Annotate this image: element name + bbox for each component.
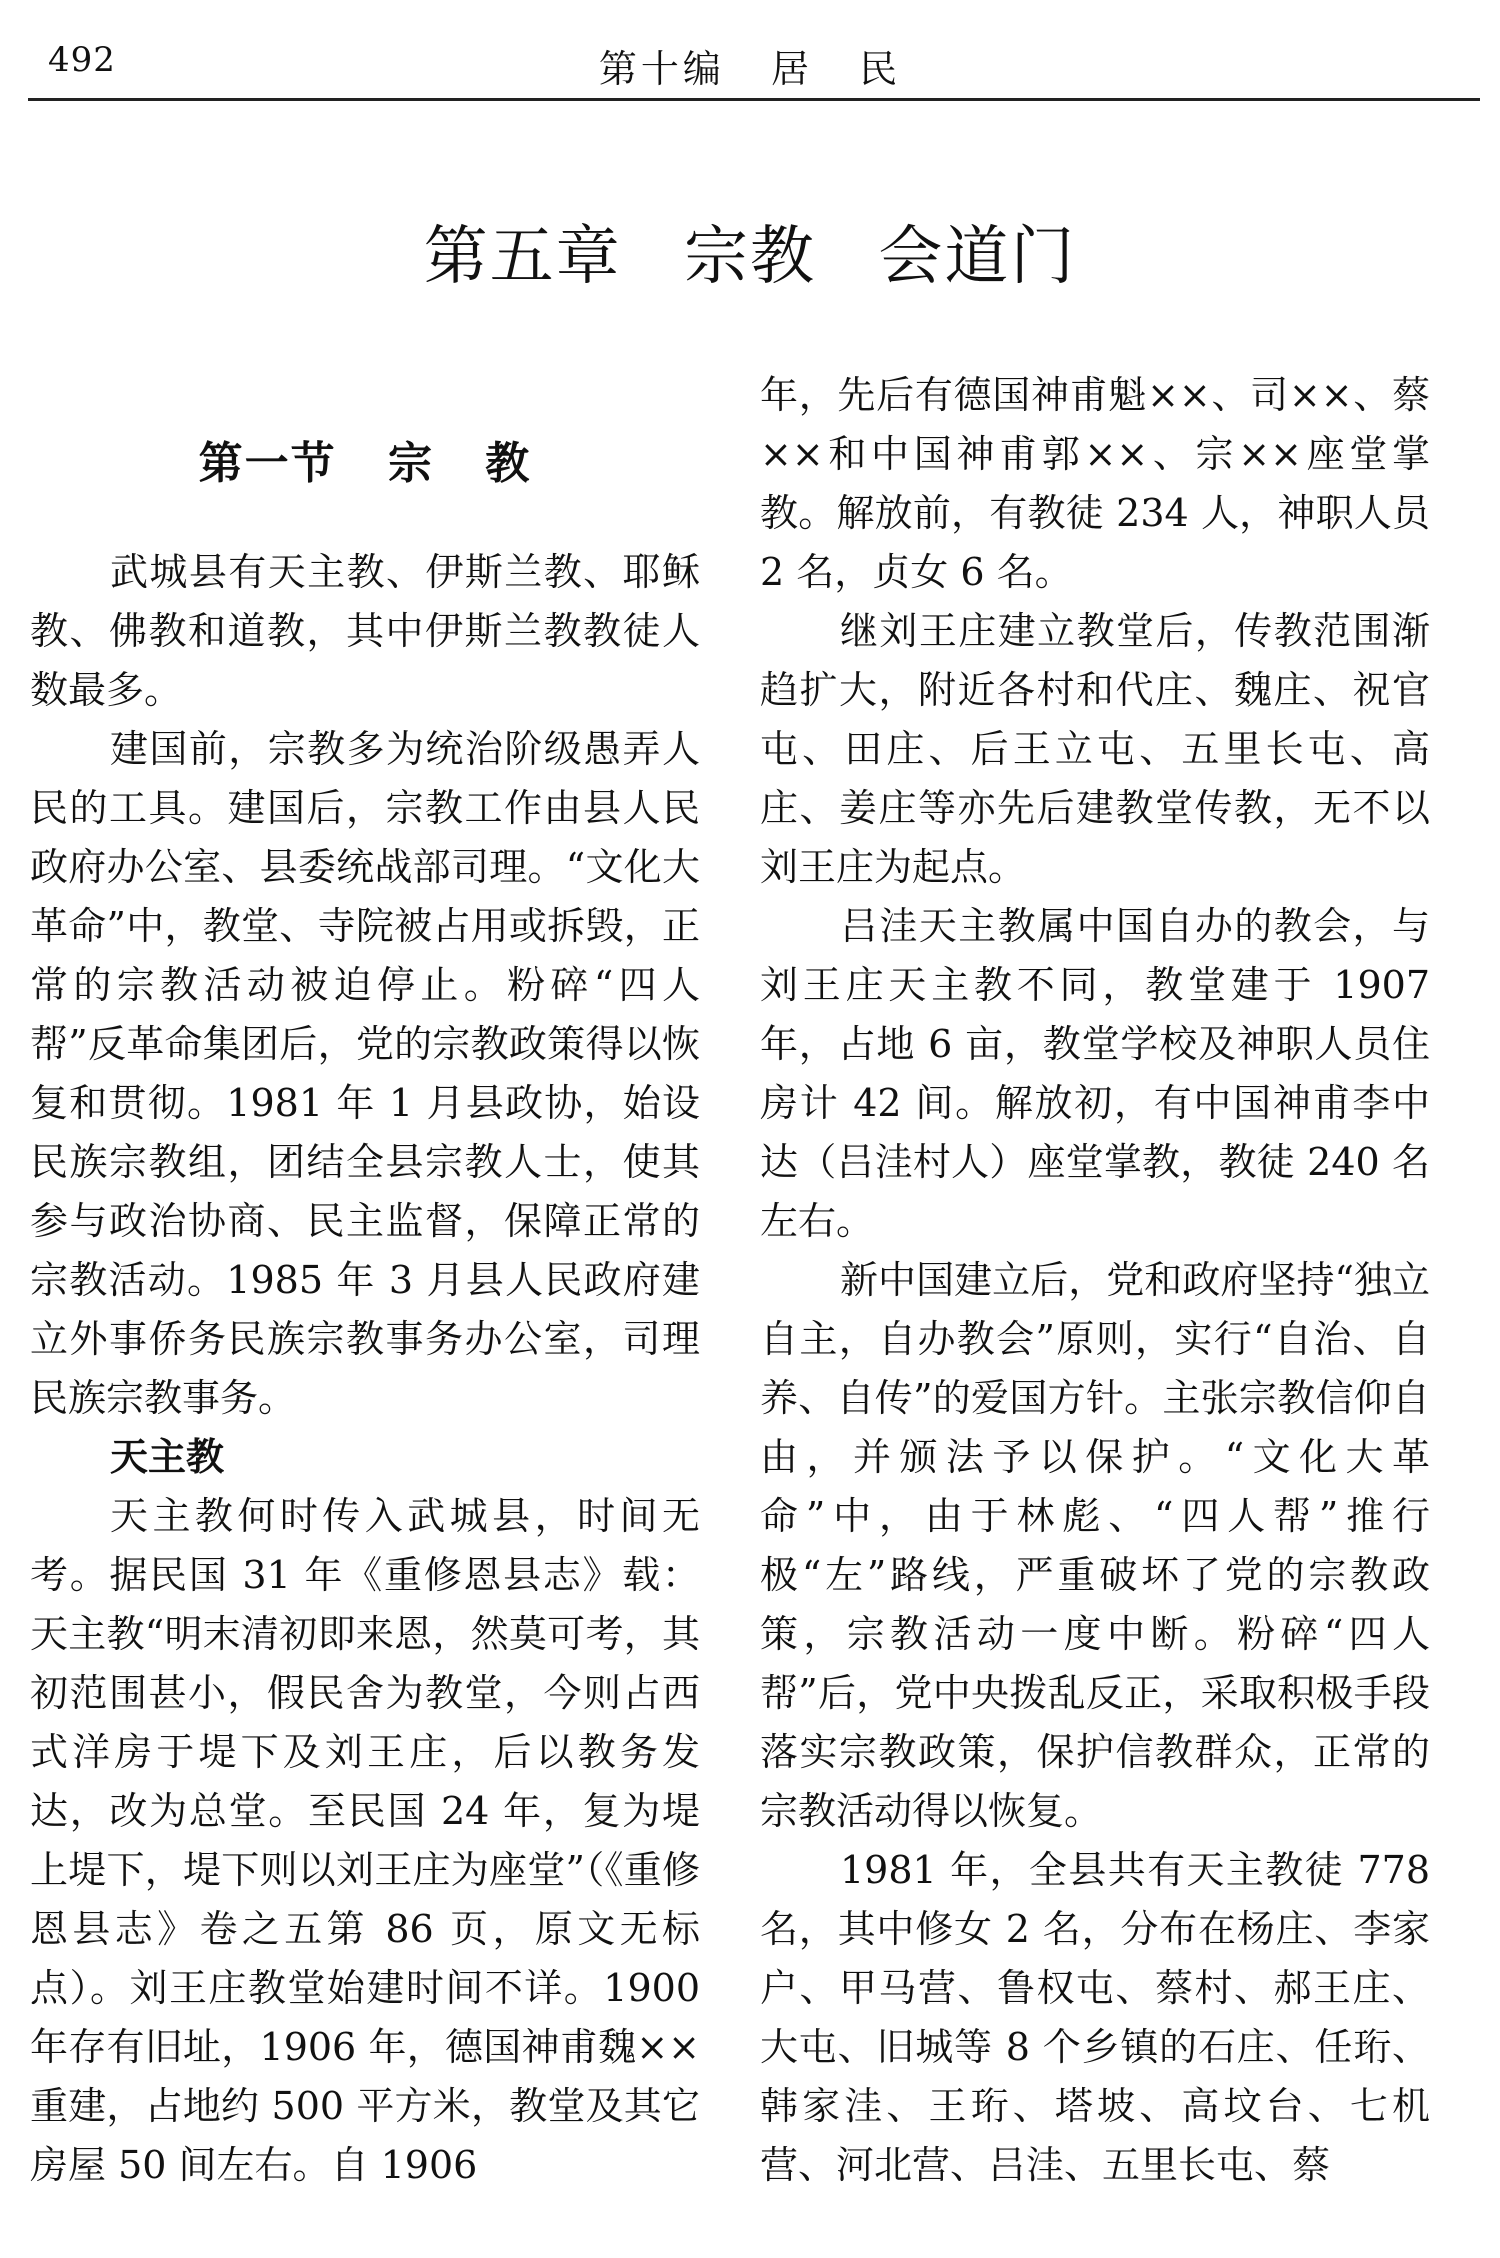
header-rule (28, 98, 1480, 101)
right-column (760, 366, 1430, 2195)
paragraph: 继刘王庄建立教堂后，传教范围渐趋扩大，附近各村和代庄、魏庄、祝官屯、田庄、后王立屯、五里长屯、高庄、姜庄等亦先后建教堂传教，无不以刘王庄为起点。 (760, 609, 1430, 889)
page-number: 492 (48, 40, 116, 80)
left-column (30, 370, 700, 2195)
paragraph: 吕洼天主教属中国自办的教会，与刘王庄天主教不同，教堂建于 1907 年，占地 6 亩，教堂学校及神职人员住房计 42 间。解放初，有中国神甫李中达（吕洼村人）座堂掌教，教徒 240 名左右。 (760, 904, 1430, 1243)
chapter-title: 第五章 宗教 会道门 (423, 220, 1077, 294)
paragraph-continuation: 年，先后有德国神甫魁××、司××、蔡××和中国神甫郭××、宗××座堂掌教。解放前，有教徒 234 人，神职人员 2 名，贞女 6 名。 (760, 373, 1430, 594)
paragraph: 建国前，宗教多为统治阶级愚弄人民的工具。建国后，宗教工作由县人民政府办公室、县委统战部司理。“文化大革命”中，教堂、寺院被占用或拆毁，正常的宗教活动被迫停止。粉碎“四人帮”反革命集团后，党的宗教政策得以恢复和贯彻。1981 年 1 月县政协，始设民族宗教组，团结全县宗教人士，使其参与政治协商、民主监督，保障正常的宗教活动。1985 年 3 月县人民政府建立外事侨务民族宗教事务办公室，司理民族宗教事务。 (30, 727, 700, 1420)
paragraph: 武城县有天主教、伊斯兰教、耶稣教、佛教和道教，其中伊斯兰教教徒人数最多。 (30, 550, 700, 712)
section-heading: 第一节 宗 教 (198, 438, 532, 489)
subheading-catholicism: 天主教 (110, 1435, 225, 1479)
paragraph: 1981 年，全县共有天主教徒 778 名，其中修女 2 名，分布在杨庄、李家户、甲马营、鲁权屯、蔡村、郝王庄、大屯、旧城等 8 个乡镇的石庄、任珩、韩家洼、王珩、塔坡、高坟台、七机营、河北营、吕洼、五里长屯、蔡 (760, 1848, 1430, 2187)
paragraph: 新中国建立后，党和政府坚持“独立自主，自办教会”原则，实行“自治、自养、自传”的爱国方针。主张宗教信仰自由，并颁法予以保护。“文化大革命”中，由于林彪、“四人帮”推行极“左”路线，严重破坏了党的宗教政策，宗教活动一度中断。粉碎“四人帮”后，党中央拨乱反正，采取积极手段落实宗教政策，保护信教群众，正常的宗教活动得以恢复。 (760, 1258, 1430, 1833)
paragraph: 天主教何时传入武城县，时间无考。据民国 31 年《重修恩县志》载：天主教“明末清初即来恩，然莫可考，其初范围甚小，假民舍为教堂，今则占西式洋房于堤下及刘王庄，后以教务发达，改为总堂。至民国 24 年，复为堤上堤下，堤下则以刘王庄为座堂”（《重修恩县志》卷之五第 86 页，原文无标点）。刘王庄教堂始建时间不详。1900 年存有旧址，1906 年，德国神甫魏××重建，占地约 500 平方米，教堂及其它房屋 50 间左右。自 1906 (30, 1494, 700, 2187)
running-header: 第十编 居 民 (598, 47, 902, 91)
